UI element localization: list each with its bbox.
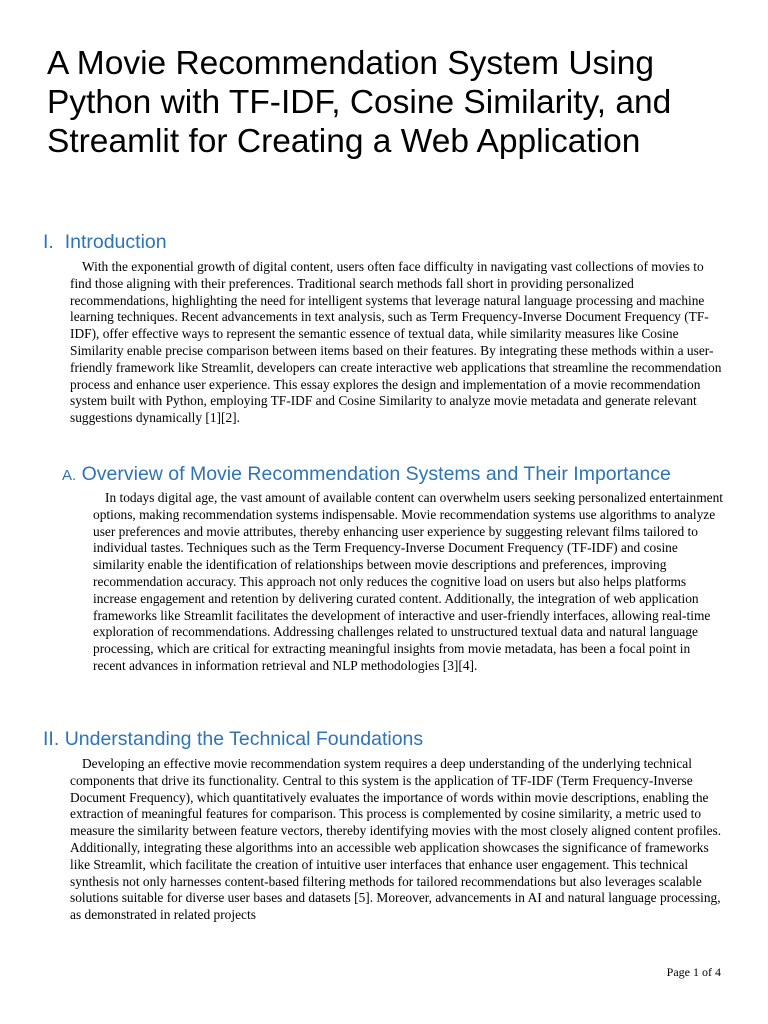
subsection-number: A.: [62, 467, 77, 484]
section-heading-technical-foundations: [43, 727, 423, 751]
section-title: Understanding the Technical Foundations: [64, 728, 424, 750]
section-body-introduction: With the exponential growth of digital content, users often face difficulty in navigating vast collections of movies to find those aligning with their preferences. Traditional search methods fall short in providing personalized recommendations, highlighting the need for intelligent systems that leverage natural language processing and machine learning techniques. Recent advancements in text analysis, such as Term Frequency-Inverse Document Frequency (TF-IDF), offer effective ways to represent the semantic essence of textual data, while similarity measures like Cosine Similarity enable precise comparison between items based on their features. By integrating these methods within a user-friendly framework like Streamlit, developers can create interactive web applications that streamline the recommendation process and enhance user experience. This essay explores the design and implementation of a movie recommendation system built with Python, employing TF-IDF and Cosine Similarity to analyze movie metadata and generate relevant suggestions dynamically [1][2].: [70, 259, 722, 426]
section-number: II.: [43, 728, 60, 750]
page-number: Page 1 of 4: [666, 965, 721, 979]
subsection-heading-overview: [62, 462, 671, 488]
document-title: A Movie Recommendation System Using Python with TF-IDF, Cosine Similarity, and Streamlit for Creating a Web Application: [47, 45, 672, 160]
section-number: I.: [43, 231, 54, 253]
section-heading-introduction: [43, 230, 167, 254]
subsection-title: Overview of Movie Recommendation Systems and Their Importance: [81, 463, 671, 485]
section-body-technical-foundations: Developing an effective movie recommendation system requires a deep understanding of the underlying technical components that drive its functionality. Central to this system is the application of TF-IDF (Term Frequency-Inverse Document Frequency), which quantitatively evaluates the importance of words within movie descriptions, enabling the extraction of meaningful features for comparison. This process is complemented by cosine similarity, a metric used to measure the similarity between feature vectors, thereby identifying movies with the most closely aligned content profiles. Additionally, integrating these algorithms into an accessible web application showcases the significance of frameworks like Streamlit, which facilitate the creation of intuitive user interfaces that enhance user engagement. This technical synthesis not only harnesses content-based filtering methods for tailored recommendations but also leverages scalable solutions suitable for diverse user bases and datasets [5]. Moreover, advancements in AI and natural language processing, as demonstrated in related projects: [70, 756, 722, 923]
section-title: Introduction: [64, 231, 167, 253]
subsection-body-overview: In todays digital age, the vast amount of available content can overwhelm users seeking personalized entertainment options, making recommendation systems indispensable. Movie recommendation systems use algorithms to analyze user preferences and movie attributes, thereby enhancing user experience by suggesting relevant films tailored to individual tastes. Techniques such as the Term Frequency-Inverse Document Frequency (TF-IDF) and cosine similarity enable the identification of relationships between movie descriptions and preferences, improving recommendation accuracy. This approach not only reduces the cognitive load on users but also helps platforms increase engagement and retention by delivering curated content. Additionally, the integration of web application frameworks like Streamlit facilitates the development of interactive and user-friendly interfaces, allowing real-time exploration of recommendations. Addressing challenges related to unstructured textual data and natural language processing, which are critical for extracting meaningful insights from movie metadata, has been a focal point in recent advances in information retrieval and NLP methodologies [3][4].: [93, 490, 723, 673]
